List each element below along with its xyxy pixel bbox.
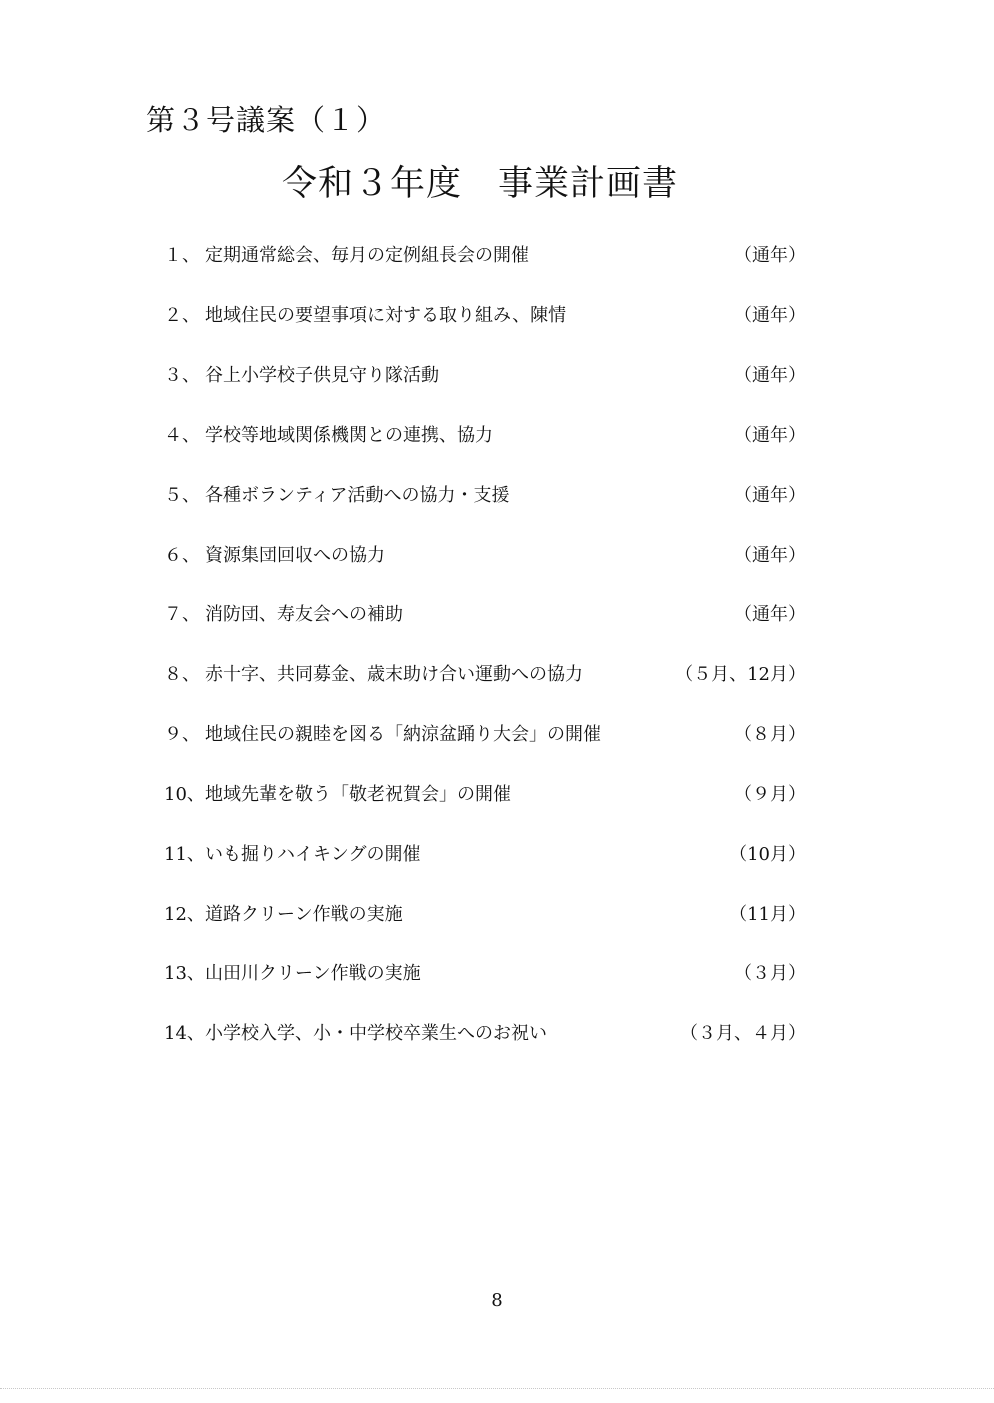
- item-number: ２、: [164, 305, 200, 326]
- item-text: 地域先輩を敬う「敬老祝賀会」の開催: [205, 784, 511, 805]
- item-period: （通年）: [734, 485, 806, 506]
- item-number: ８、: [164, 664, 200, 685]
- list-item: [0, 900, 994, 930]
- list-item: [0, 361, 994, 391]
- item-period: （10月）: [729, 844, 806, 865]
- list-item: [0, 780, 994, 810]
- item-number: 11、: [164, 844, 205, 865]
- item-text: 赤十字、共同募金、歳末助け合い運動への協力: [205, 664, 583, 685]
- item-text: 山田川クリーン作戦の実施: [205, 963, 421, 984]
- list-item: [0, 660, 994, 690]
- page-number: 8: [491, 1290, 503, 1311]
- item-period: （通年）: [734, 545, 806, 566]
- item-text: 地域住民の親睦を図る「納涼盆踊り大会」の開催: [205, 724, 601, 745]
- item-period: （通年）: [734, 425, 806, 446]
- item-period: （８月）: [734, 724, 806, 745]
- list-item: [0, 959, 994, 989]
- item-text: 資源集団回収への協力: [205, 545, 385, 566]
- item-period: （３月）: [734, 963, 806, 984]
- item-number: ７、: [164, 604, 200, 625]
- list-item: [0, 840, 994, 870]
- item-text: 地域住民の要望事項に対する取り組み、陳情: [205, 305, 567, 326]
- item-period: （通年）: [734, 305, 806, 326]
- list-item: [0, 720, 994, 750]
- list-item: [0, 421, 994, 451]
- item-text: 道路クリーン作戦の実施: [205, 904, 403, 925]
- item-period: （３月、４月）: [680, 1023, 806, 1044]
- list-item: [0, 541, 994, 571]
- item-number: ４、: [164, 425, 200, 446]
- item-number: ３、: [164, 365, 200, 386]
- list-item: [0, 481, 994, 511]
- item-number: 13、: [164, 963, 205, 984]
- list-item: [0, 1019, 994, 1049]
- list-item: [0, 301, 994, 331]
- item-period: （通年）: [734, 604, 806, 625]
- item-text: 谷上小学校子供見守り隊活動: [205, 365, 439, 386]
- item-period: （通年）: [734, 245, 806, 266]
- page-title: 令和３年度 事業計画書: [282, 164, 679, 204]
- item-number: 10、: [164, 784, 205, 805]
- item-number: 14、: [164, 1023, 205, 1044]
- item-text: 各種ボランティア活動への協力・支援: [205, 485, 510, 506]
- item-period: （11月）: [729, 904, 806, 925]
- list-item: [0, 600, 994, 630]
- item-number: ６、: [164, 545, 200, 566]
- item-number: ５、: [164, 485, 200, 506]
- item-period: （通年）: [734, 365, 806, 386]
- list-item: [0, 241, 994, 271]
- item-period: （９月）: [734, 784, 806, 805]
- item-text: 小学校入学、小・中学校卒業生へのお祝い: [205, 1023, 547, 1044]
- scan-edge-divider: [0, 1388, 994, 1393]
- item-text: 消防団、寿友会への補助: [205, 604, 403, 625]
- agenda-label: 第３号議案（１）: [146, 103, 387, 137]
- item-number: 12、: [164, 904, 205, 925]
- item-text: 学校等地域関係機関との連携、協力: [205, 425, 493, 446]
- item-text: いも掘りハイキングの開催: [205, 844, 421, 865]
- item-number: ９、: [164, 724, 200, 745]
- item-period: （５月、12月）: [675, 664, 806, 685]
- item-number: １、: [164, 245, 200, 266]
- item-text: 定期通常総会、毎月の定例組長会の開催: [205, 245, 529, 266]
